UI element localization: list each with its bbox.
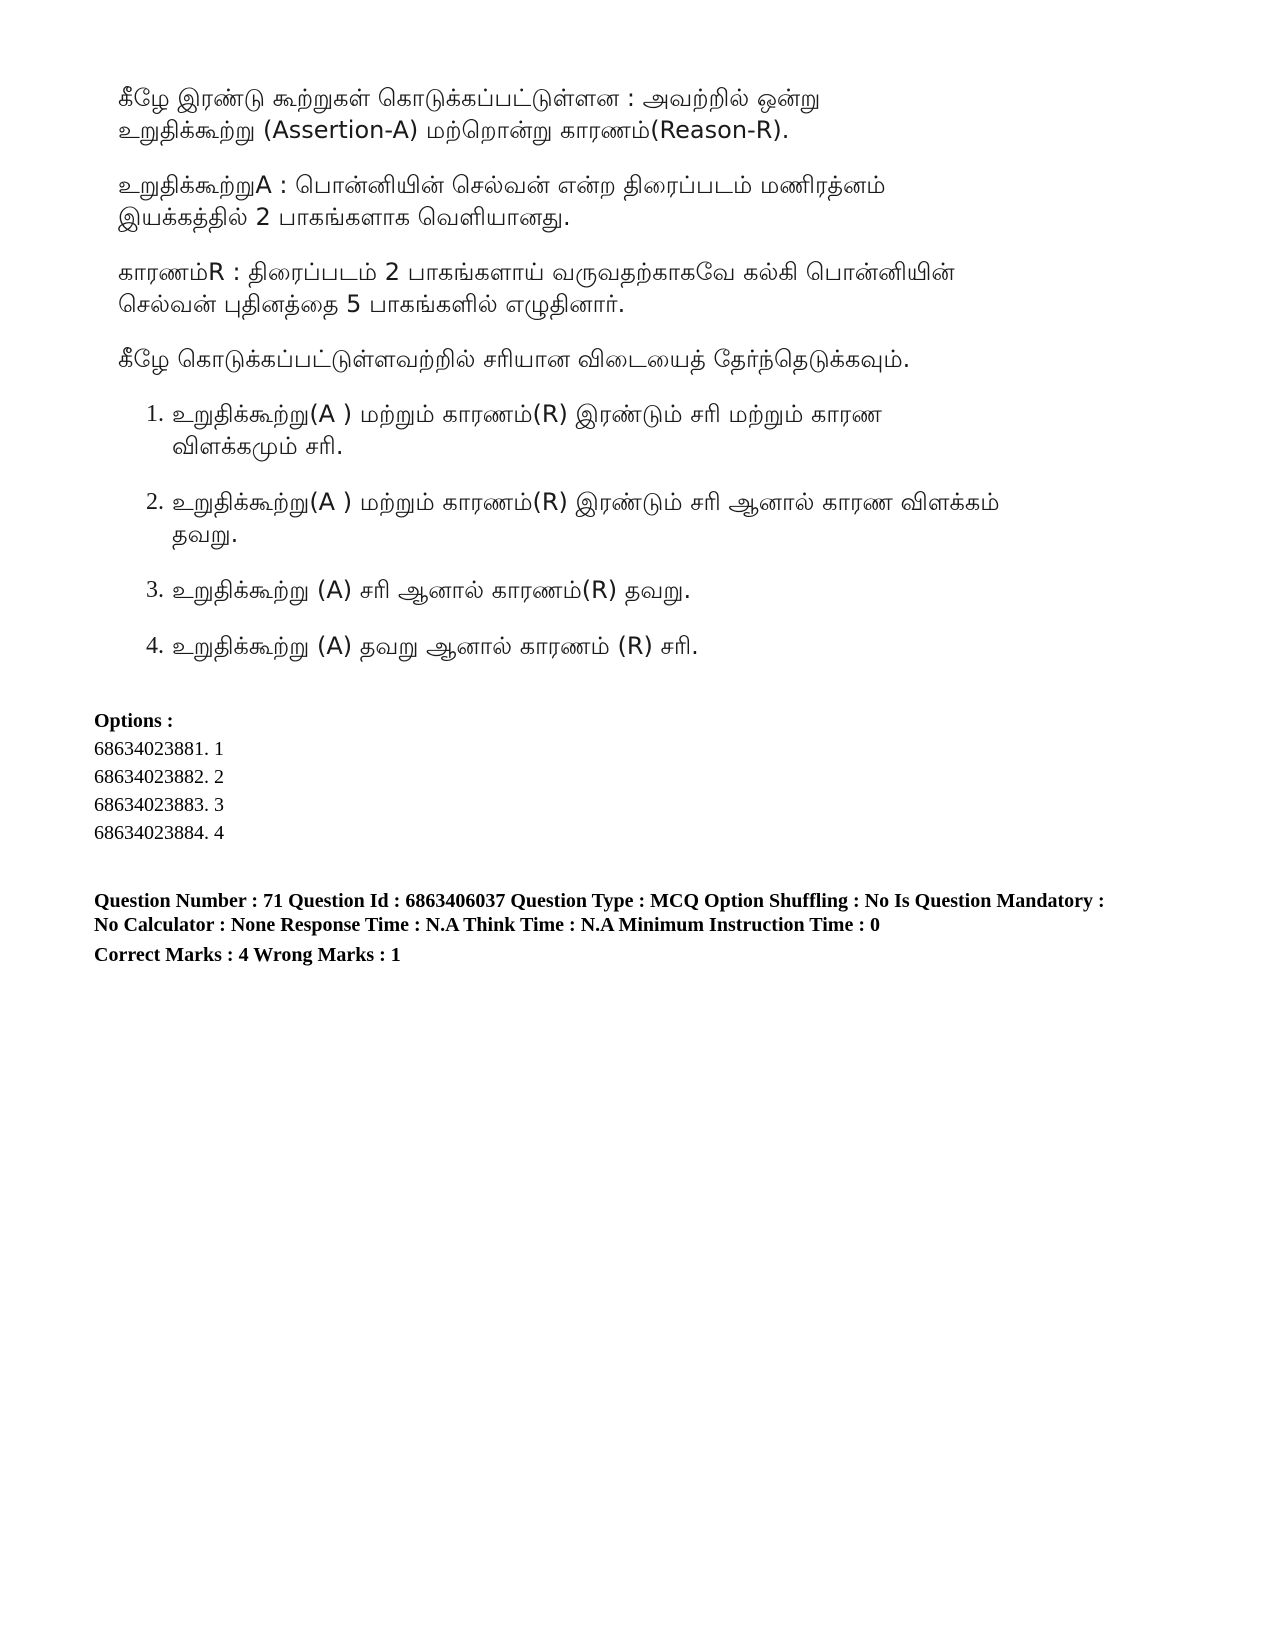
choice-number: 3. (146, 577, 164, 603)
choice-line: உறுதிக்கூற்று(A ) மற்றும் காரணம்(R) இரண்டும் சரி மற்றும் காரண (172, 400, 882, 428)
choice-text (172, 486, 1000, 550)
question-meta-line: No Calculator : None Response Time : N.A Think Time : N.A Minimum Instruction Time : 0 (94, 914, 880, 936)
assertion-statement (118, 169, 1178, 233)
question-meta-line: Question Number : 71 Question Id : 6863406037 Question Type : MCQ Option Shuffling : No Is Question Mandatory : (94, 890, 1105, 912)
assertion-line: இயக்கத்தில் 2 பாகங்களாக வெளியானது. (118, 203, 571, 231)
choice-item (146, 398, 1178, 462)
marks-line: Correct Marks : 4 Wrong Marks : 1 (94, 944, 401, 966)
option-item: 68634023883. 3 (94, 794, 224, 816)
choice-line: உறுதிக்கூற்று(A ) மற்றும் காரணம்(R) இரண்டும் சரி ஆனால் காரண விளக்கம் (172, 488, 1000, 516)
question-content (118, 82, 1178, 686)
reason-line: செல்வன் புதினத்தை 5 பாகங்களில் எழுதினார். (118, 290, 626, 318)
choice-line: தவறு. (172, 520, 239, 548)
option-item: 68634023881. 1 (94, 738, 224, 760)
intro-line: கீழே இரண்டு கூற்றுகள் கொடுக்கப்பட்டுள்ளன : அவற்றில் ஒன்று (118, 84, 821, 112)
option-item: 68634023884. 4 (94, 822, 224, 844)
choice-text (172, 574, 691, 606)
answer-choices (118, 398, 1178, 662)
next-question-meta (94, 889, 1224, 967)
reason-line: காரணம்R : திரைப்படம் 2 பாகங்களாய் வருவதற்காகவே கல்கி பொன்னியின் (118, 258, 955, 286)
choice-text (172, 630, 699, 662)
question-intro (118, 82, 1178, 146)
option-item: 68634023882. 2 (94, 766, 224, 788)
choice-line: விளக்கமும் சரி. (172, 432, 344, 460)
options-heading: Options : (94, 710, 174, 732)
choice-line: உறுதிக்கூற்று (A) தவறு ஆனால் காரணம் (R) சரி. (172, 632, 699, 660)
choice-item (146, 630, 1178, 662)
instruction-line: கீழே கொடுக்கப்பட்டுள்ளவற்றில் சரியான விடையைத் தேர்ந்தெடுக்கவும். (118, 345, 911, 373)
choice-number: 4. (146, 633, 164, 659)
assertion-line: உறுதிக்கூற்றுA : பொன்னியின் செல்வன் என்ற திரைப்படம் மணிரத்னம் (118, 171, 886, 199)
choice-number: 1. (146, 401, 164, 427)
choice-line: உறுதிக்கூற்று (A) சரி ஆனால் காரணம்(R) தவறு. (172, 576, 692, 604)
options-list (94, 707, 224, 847)
question-instruction (118, 343, 1178, 375)
choice-number: 2. (146, 489, 164, 515)
reason-statement (118, 256, 1178, 320)
choice-item (146, 574, 1178, 606)
intro-line: உறுதிக்கூற்று (Assertion-A) மற்றொன்று காரணம்(Reason-R). (118, 116, 790, 144)
choice-item (146, 486, 1178, 550)
choice-text (172, 398, 882, 462)
